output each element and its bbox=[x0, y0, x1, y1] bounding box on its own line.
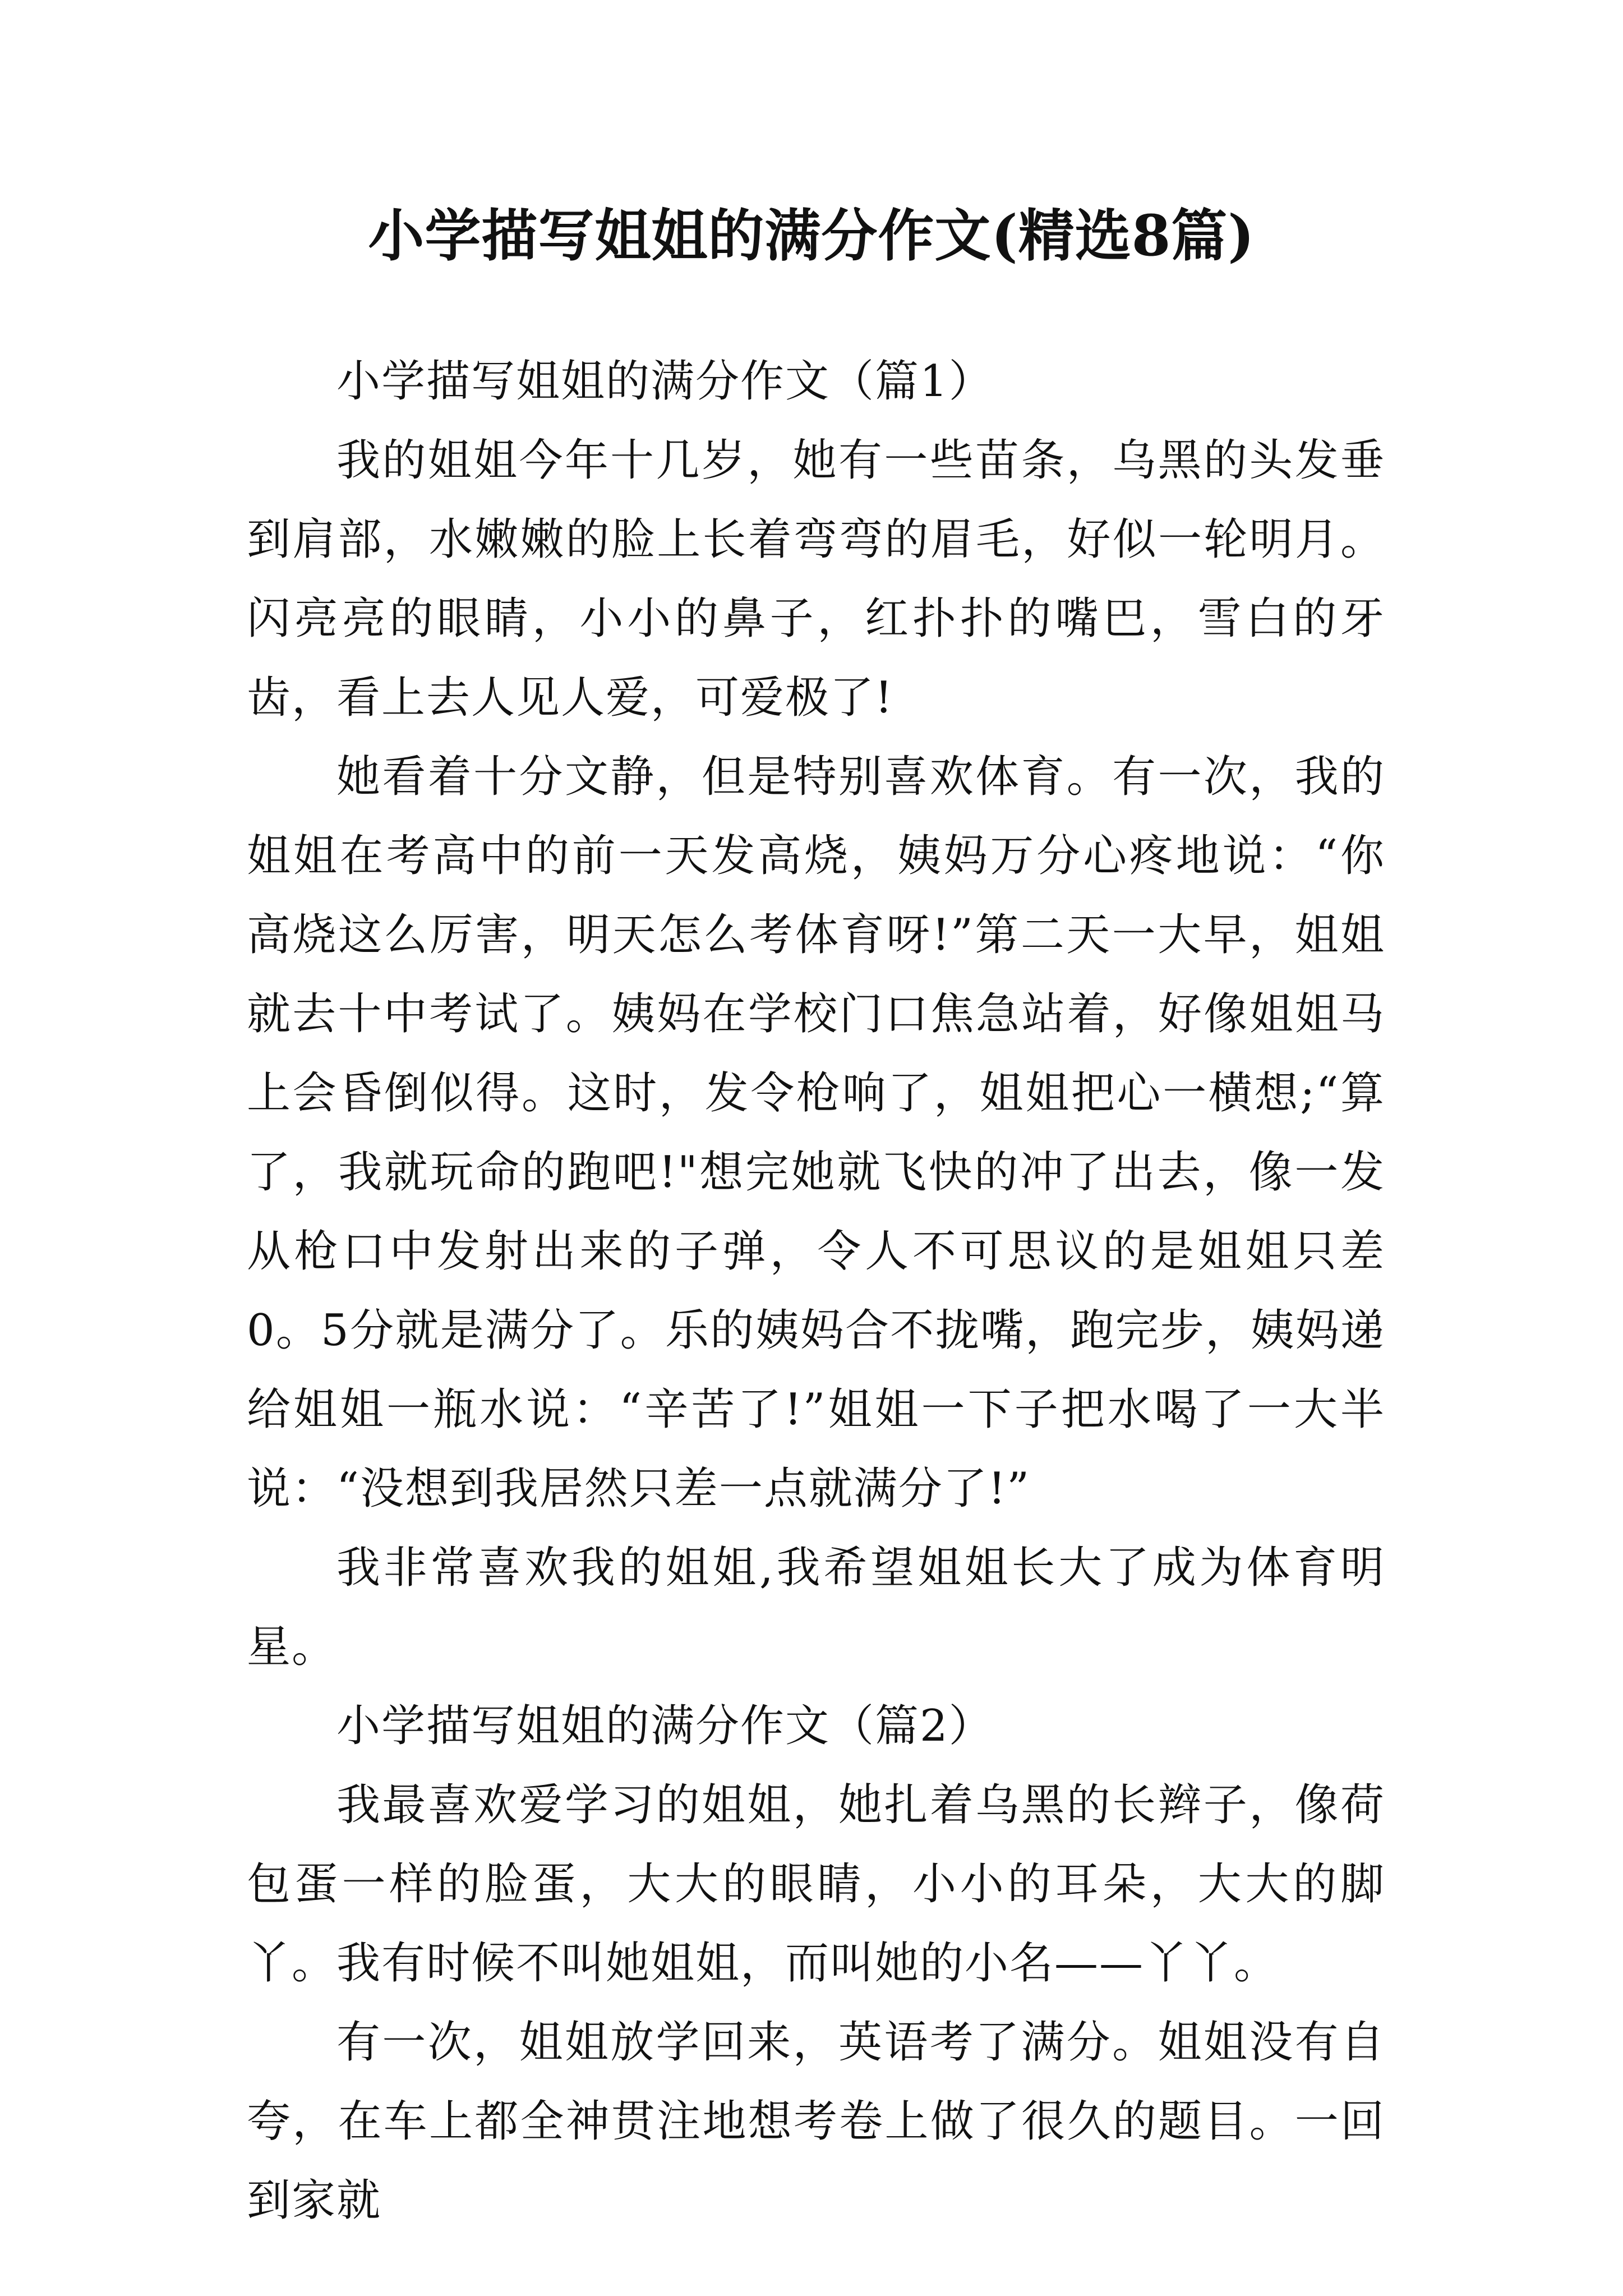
section-heading-1: 小学描写姐姐的满分作文（篇1） bbox=[336, 356, 994, 407]
paragraph: 有一次，姐姐放学回来，英语考了满分。姐姐没有自夸，在车上都全神贯注地想考卷上做了很久的题目。一回到家就 bbox=[247, 2017, 1385, 2226]
paragraph: 我的姐姐今年十几岁，她有一些苗条，乌黑的头发垂到肩部，水嫩嫩的脸上长着弯弯的眉毛，好似一轮明月。闪亮亮的眼睛，小小的鼻子，红扑扑的嘴巴，雪白的牙齿，看上去人见人爱，可爱极了! bbox=[247, 435, 1385, 723]
paragraph: 我非常喜欢我的姐姐,我希望姐姐长大了成为体育明星。 bbox=[247, 1543, 1385, 1672]
paragraph: 我最喜欢爱学习的姐姐，她扎着乌黑的长辫子，像荷包蛋一样的脸蛋，大大的眼睛，小小的耳朵，大大的脚丫。我有时候不叫她姐姐，而叫她的小名——丫丫。 bbox=[247, 1780, 1385, 1989]
paragraph: 她看着十分文静，但是特别喜欢体育。有一次，我的姐姐在考高中的前一天发高烧，姨妈万分心疼地说：“你高烧这么厉害，明天怎么考体育呀!”第二天一大早，姐姐就去十中考试了。姨妈在学校门口焦急站着，好像姐姐马上会昏倒似得。这时，发令枪响了，姐姐把心一横想;“算了，我就玩命的跑吧!"想完她就飞快的冲了出去，像一发从枪口中发射出来的子弹，令人不可思议的是姐姐只差0。5分就是满分了。乐的姨妈合不拢嘴，跑完步，姨妈递给姐姐一瓶水说：“辛苦了!”姐姐一下子把水喝了一大半说：“没想到我居然只差一点就满分了!” bbox=[247, 752, 1385, 1514]
document-title: 小学描写姐姐的满分作文(精选8篇) bbox=[368, 203, 1255, 269]
document-body bbox=[247, 342, 1385, 2240]
section-heading-2: 小学描写姐姐的满分作文（篇2） bbox=[336, 1701, 994, 1751]
